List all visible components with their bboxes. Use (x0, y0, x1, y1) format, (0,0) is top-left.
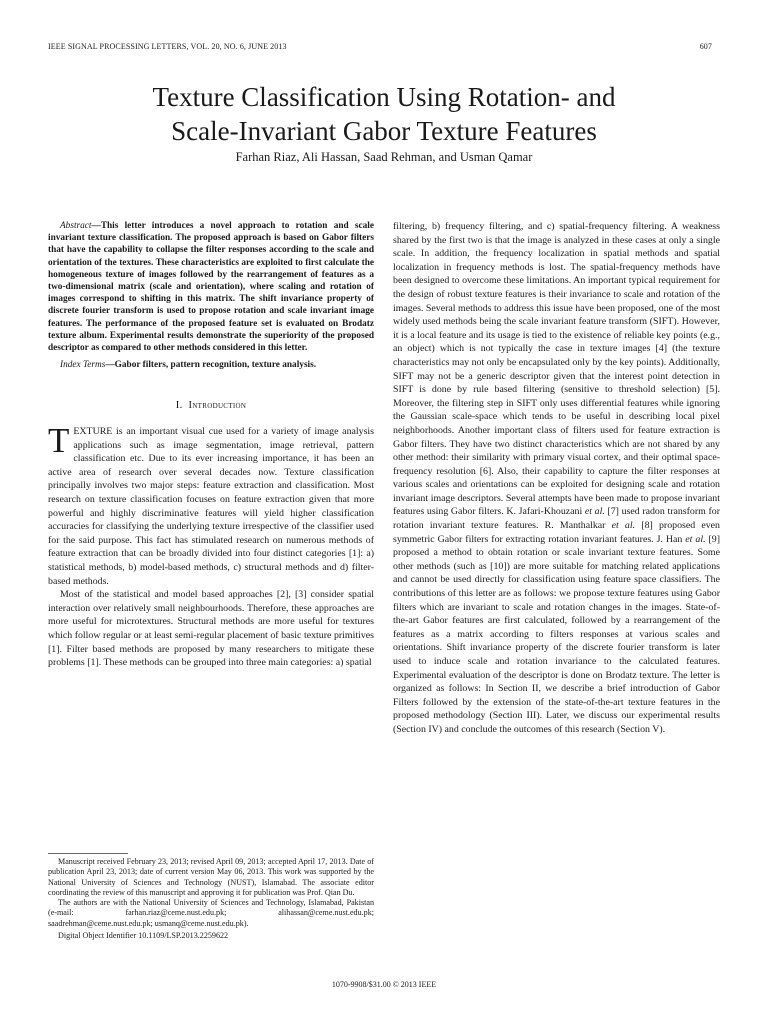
right-column (393, 220, 720, 737)
intro-paragraph-3-part-d: [9] proposed a method to obtain rotation or scale invariant texture features. Some other methods (such as [10]) are more suitable for matching related applications and cannot be used directly for classification using feature space classifiers. The contributions of this letter are as follows: we propose texture features using Gabor filters which are invariant to scale and rotation changes in the images. State-of-the-art Gabor features are first calculated, followed by a rearrangement of the features as a matrix according to filters responses at various scales and orientations. Shift invariance property of the discrete fourier transform is later used to induce scale and rotation invariance to the calculated features. Experimental evaluation of the descriptor is done on Brodatz texture. The letter is organized as follows: In Section II, we describe a brief introduction of Gabor Filters followed by the extension of the state-of-the-art texture features in the proposed methodology (Section III). Later, we discuss our experimental results (Section IV) and conclude the outcomes of this research (Section V). (393, 533, 721, 735)
intro-paragraph-1-text: EXTURE is an important visual cue used for a variety of image analysis applications such as image segmentation, image retrieval, pattern classification etc. Due to its ever increasing importance, it has been an active area of research over several decades now. Texture classification principally involves two major steps: feature extraction and classification. Most research on texture classification focuses on feature extraction given that more powerful and highly discriminative features will yield higher classification accuracies for classifying the underlying texture irrespective of the classifier used for the said purpose. This fact has stimulated research on numerous methods of feature extraction that can be broadly divided into four distinct categories [1]: a) statistical methods, b) model-based methods, c) structural methods and d) filter-based methods. (48, 426, 374, 587)
section-title: Introduction (188, 400, 247, 412)
section-number: I. (175, 400, 183, 412)
index-terms (48, 359, 374, 371)
index-terms-lead: Index Terms (60, 360, 106, 371)
abstract-lead: Abstract (60, 221, 92, 231)
footnotes (48, 857, 374, 941)
footnote-manuscript: Manuscript received February 23, 2013; revised April 09, 2013; accepted April 17, 2013. Date of publication April 23, 2013; date of current version May 06, 2013. This work was supported by the National University of Sciences and Technology (NUST), Islamabad. The associate editor coordinating the review of this manuscript and approving it for publication was Prof. Qian Du. (48, 857, 374, 897)
section-heading-introduction (48, 399, 374, 413)
journal-name: IEEE SIGNAL PROCESSING LETTERS, VOL. 20, NO. 6, JUNE 2013 (48, 42, 287, 51)
title-line-2: Scale-Invariant Gabor Texture Features (171, 116, 597, 146)
et-al-3: et al. (685, 533, 706, 545)
title-line-1: Texture Classification Using Rotation- and (152, 82, 616, 112)
intro-paragraph-3-part-b: [7] used radon transform for rotation invariant texture features. R. Manthalkar (393, 506, 720, 532)
page-number: 607 (699, 42, 712, 51)
footnote-authors: The authors are with the National University of Sciences and Technology, Islamabad, Pakistan (e-mail: farhan.riaz@ceme.nust.edu.pk; alihassan@ceme.nust.edu.pk; saadrehman@ceme.nust.edu.pk; usmanq@ceme.nust.edu.pk). (48, 898, 374, 928)
intro-paragraph-3-part-c: [8] proposed even symmetric Gabor filters for extracting rotation invariant features. J. Han (393, 520, 720, 545)
copyright-footer: 1070-9908/$31.00 © 2013 IEEE (331, 980, 437, 989)
author-list: Farhan Riaz, Ali Hassan, Saad Rehman, and Usman Qamar (235, 150, 533, 164)
footnote-rule (48, 853, 128, 854)
left-column (48, 220, 374, 670)
abstract (48, 220, 374, 354)
et-al-1: et al. (584, 506, 605, 518)
abstract-text: —This letter introduces a novel approach to rotation and scale invariant texture classification. The proposed approach is based on Gabor filters that have the capability to collapse the filter responses according to the scale and orientation of the textures. These characteristics are exploited to first calculate the homogeneous texture of images followed by the rearrangement of features as a two-dimensional matrix (scale and orientation), where scaling and rotation of images correspond to shifting in this matrix. The shift invariance property of discrete fourier transform is used to propose rotation and scale invariant image features. The performance of the proposed feature set is evaluated on Brodatz texture album. Experimental results demonstrate the superiority of the proposed descriptor as compared to other methods considered in this letter. (48, 221, 374, 354)
intro-paragraph-1 (48, 421, 374, 588)
et-al-2: et al. (611, 520, 636, 532)
footnote-doi: Digital Object Identifier 10.1109/LSP.2013.2259622 (58, 931, 229, 941)
intro-paragraph-3-part-a: filtering, b) frequency filtering, and c) spatial-frequency filtering. A weakness shared by the first two is that the image is analyzed in these cases at only a single scale. In addition, the frequency localization in spatial methods and spatial localization in frequency methods is lost. The spatial-frequency methods have been designed to overcome these limitations. An important typical requirement for the design of robust texture features is their invariance to scale and rotation of the images. Several methods to address this issue have been proposed, one of the most widely used methods being the scale invariant feature transform (SIFT). However, it is a local feature and its usage is tied to the existence of reliable key points (e.g., an object) which is not typically the case in texture images [4] (the texture characteristics may not only be encapsulated only by the key points). Additionally, SIFT may not be a generic descriptor given that the interest point detection in SIFT is done by rule based filtering (sensitive to threshold selection) [5]. Moreover, the filtering step in SIFT only uses differential features while ignoring the Gaussian scale-space which tends to be useful in describing local pixel neighborhoods. Another important class of filters used for feature extraction is Gabor filters. They have two distinct characteristics which are not shared by any other method: their similarity with primary visual cortex, and their optimal space-frequency resolution [6]. Also, their capability to capture the filter responses at various scales and orientations can be exploited for designing scale and rotation invariant image descriptors. Several attempts have been made to propose invariant features using Gabor filters. K. Jafari-Khouzani (393, 221, 720, 518)
paper-title (40, 80, 728, 148)
drop-cap: T (48, 421, 70, 461)
intro-paragraph-2: Most of the statistical and model based approaches [2], [3] consider spatial interaction over relatively small neighbourhoods. Therefore, these approaches are more useful for microtextures. Structural methods are more useful for textures which follow regular or at least semi-regular placement of basic texture primitives [1]. Filter based methods are proposed by many researchers to mitigate these problems [1]. These methods can be grouped into three main categories: a) spatial (48, 589, 374, 669)
intro-paragraph-3 (393, 220, 720, 737)
index-terms-text: —Gabor filters, pattern recognition, texture analysis. (105, 360, 317, 371)
